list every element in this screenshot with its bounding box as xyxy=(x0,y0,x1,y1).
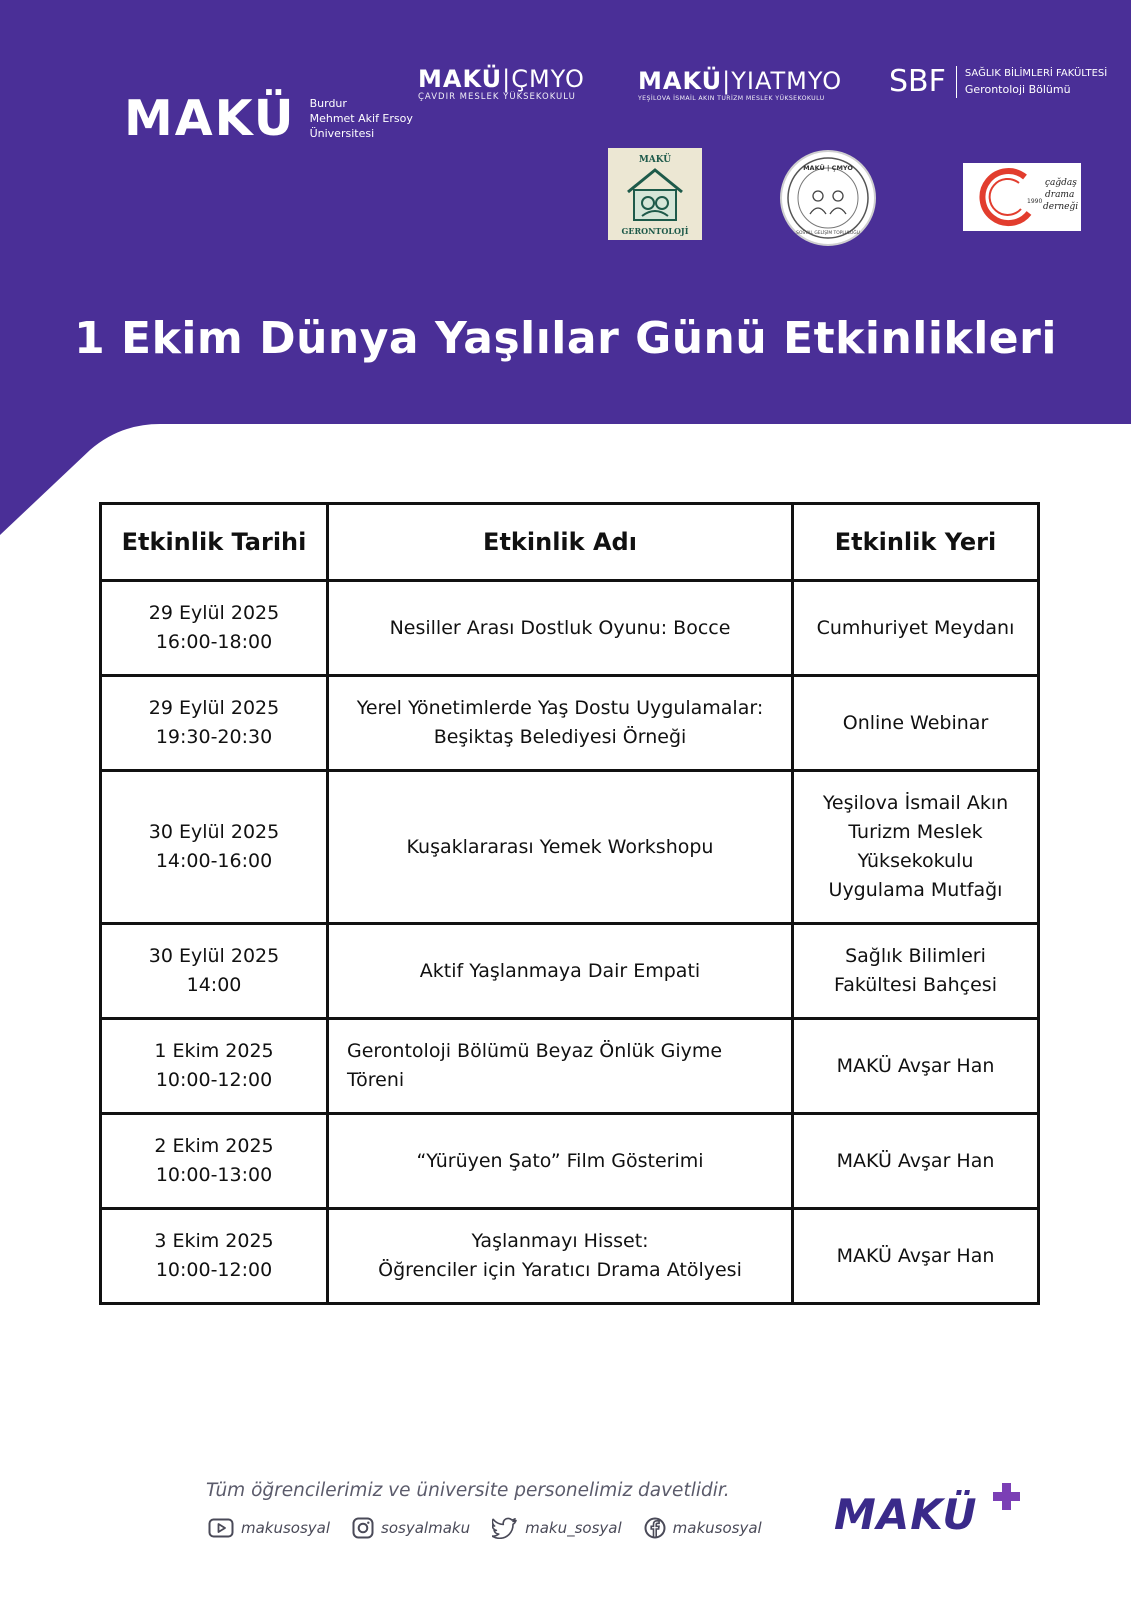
event-date-cell: 30 Eylül 2025 14:00 xyxy=(101,924,328,1019)
event-date-cell: 2 Ekim 2025 10:00-13:00 xyxy=(101,1114,328,1209)
event-name-cell: Kuşaklararası Yemek Workshopu xyxy=(328,771,793,924)
table-row xyxy=(101,676,1039,771)
gerontoloji-seal xyxy=(608,148,702,240)
event-name-cell: Gerontoloji Bölümü Beyaz Önlük Giyme Töreni xyxy=(328,1019,793,1114)
facebook-icon xyxy=(644,1517,666,1539)
event-name-cell: Nesiller Arası Dostluk Oyunu: Bocce xyxy=(328,581,793,676)
events-table xyxy=(99,502,1040,1305)
svg-text:MAKÜ: MAKÜ xyxy=(834,1490,978,1539)
page-title: 1 Ekim Dünya Yaşlılar Günü Etkinlikleri xyxy=(74,313,1057,364)
event-place-cell: Yeşilova İsmail Akın Turizm Meslek Yüksekokulu Uygulama Mutfağı xyxy=(793,771,1039,924)
table-header-row xyxy=(101,504,1039,581)
event-name-cell: Aktif Yaşlanmaya Dair Empati xyxy=(328,924,793,1019)
table-row xyxy=(101,581,1039,676)
social-twitter[interactable] xyxy=(492,1517,622,1539)
youtube-icon xyxy=(208,1518,234,1538)
invitation-text: Tüm öğrencilerimiz ve üniversite personelimiz davetlidir. xyxy=(206,1480,730,1501)
social-instagram[interactable] xyxy=(352,1517,470,1539)
svg-text:MAKÜ: MAKÜ xyxy=(638,155,672,165)
svg-text:derneği: derneği xyxy=(1043,202,1079,212)
event-place-cell: Online Webinar xyxy=(793,676,1039,771)
event-date-cell: 3 Ekim 2025 10:00-12:00 xyxy=(101,1209,328,1304)
table-row xyxy=(101,1019,1039,1114)
svg-text:çağdaş: çağdaş xyxy=(1045,178,1077,188)
social-media-list xyxy=(208,1517,784,1539)
event-date-cell: 29 Eylül 2025 16:00-18:00 xyxy=(101,581,328,676)
svg-text:drama: drama xyxy=(1045,190,1075,200)
svg-text:MAKÜ | ÇMYO: MAKÜ | ÇMYO xyxy=(803,164,853,172)
event-date-cell: 29 Eylül 2025 19:30-20:30 xyxy=(101,676,328,771)
event-place-cell: Sağlık Bilimleri Fakültesi Bahçesi xyxy=(793,924,1039,1019)
event-name-cell: Yerel Yönetimlerde Yaş Dostu Uygulamalar: Beşiktaş Belediyesi Örneği xyxy=(328,676,793,771)
social-handle: makusosyal xyxy=(672,1519,762,1537)
event-date-cell: 30 Eylül 2025 14:00-16:00 xyxy=(101,771,328,924)
cmyo-logo: MAKÜ|ÇMYO ÇAVDIR MESLEK YÜKSEKOKULU xyxy=(418,65,585,102)
sbf-logo: SBF SAĞLIK BİLİMLERİ FAKÜLTESİ Gerontoloji Bölümü xyxy=(889,64,1108,99)
sbf-logo-divider xyxy=(956,66,957,98)
event-place-cell: Cumhuriyet Meydanı xyxy=(793,581,1039,676)
maku-logo-subtitle: Burdur Mehmet Akif Ersoy Üniversitesi xyxy=(309,97,413,140)
social-youtube[interactable] xyxy=(208,1518,330,1538)
social-facebook[interactable] xyxy=(644,1517,762,1539)
cmyo-social-club-seal xyxy=(780,150,876,246)
social-handle: sosyalmaku xyxy=(381,1519,471,1537)
svg-text:SOSYAL GELİŞİM TOPLULUĞU: SOSYAL GELİŞİM TOPLULUĞU xyxy=(796,231,860,236)
svg-text:1990: 1990 xyxy=(1027,198,1043,205)
twitter-icon xyxy=(492,1517,518,1539)
table-row xyxy=(101,771,1039,924)
instagram-icon xyxy=(352,1517,374,1539)
svg-text:GERONTOLOJİ: GERONTOLOJİ xyxy=(621,226,689,236)
event-name-cell: Yaşlanmayı Hisset: Öğrenciler için Yaratıcı Drama Atölyesi xyxy=(328,1209,793,1304)
event-name-cell: “Yürüyen Şato” Film Gösterimi xyxy=(328,1114,793,1209)
column-header-place: Etkinlik Yeri xyxy=(793,504,1039,581)
cagdas-drama-dernegi-logo xyxy=(963,163,1081,231)
event-place-cell: MAKÜ Avşar Han xyxy=(793,1019,1039,1114)
maku-logo-word: MAKÜ xyxy=(124,90,296,147)
maku-university-logo xyxy=(124,90,420,147)
event-place-cell: MAKÜ Avşar Han xyxy=(793,1209,1039,1304)
event-place-cell: MAKÜ Avşar Han xyxy=(793,1114,1039,1209)
table-row xyxy=(101,1209,1039,1304)
yiatmyo-logo: MAKÜ|YIATMYO YEŞİLOVA İSMAİL AKIN TURİZM MESLEK YÜKSEKOKULU xyxy=(638,67,843,102)
table-row xyxy=(101,924,1039,1019)
column-header-date: Etkinlik Tarihi xyxy=(101,504,328,581)
column-header-name: Etkinlik Adı xyxy=(328,504,793,581)
event-date-cell: 1 Ekim 2025 10:00-12:00 xyxy=(101,1019,328,1114)
maku-plus-logo xyxy=(832,1475,1042,1545)
social-handle: makusosyal xyxy=(241,1519,331,1537)
table-row xyxy=(101,1114,1039,1209)
social-handle: maku_sosyal xyxy=(525,1519,622,1537)
